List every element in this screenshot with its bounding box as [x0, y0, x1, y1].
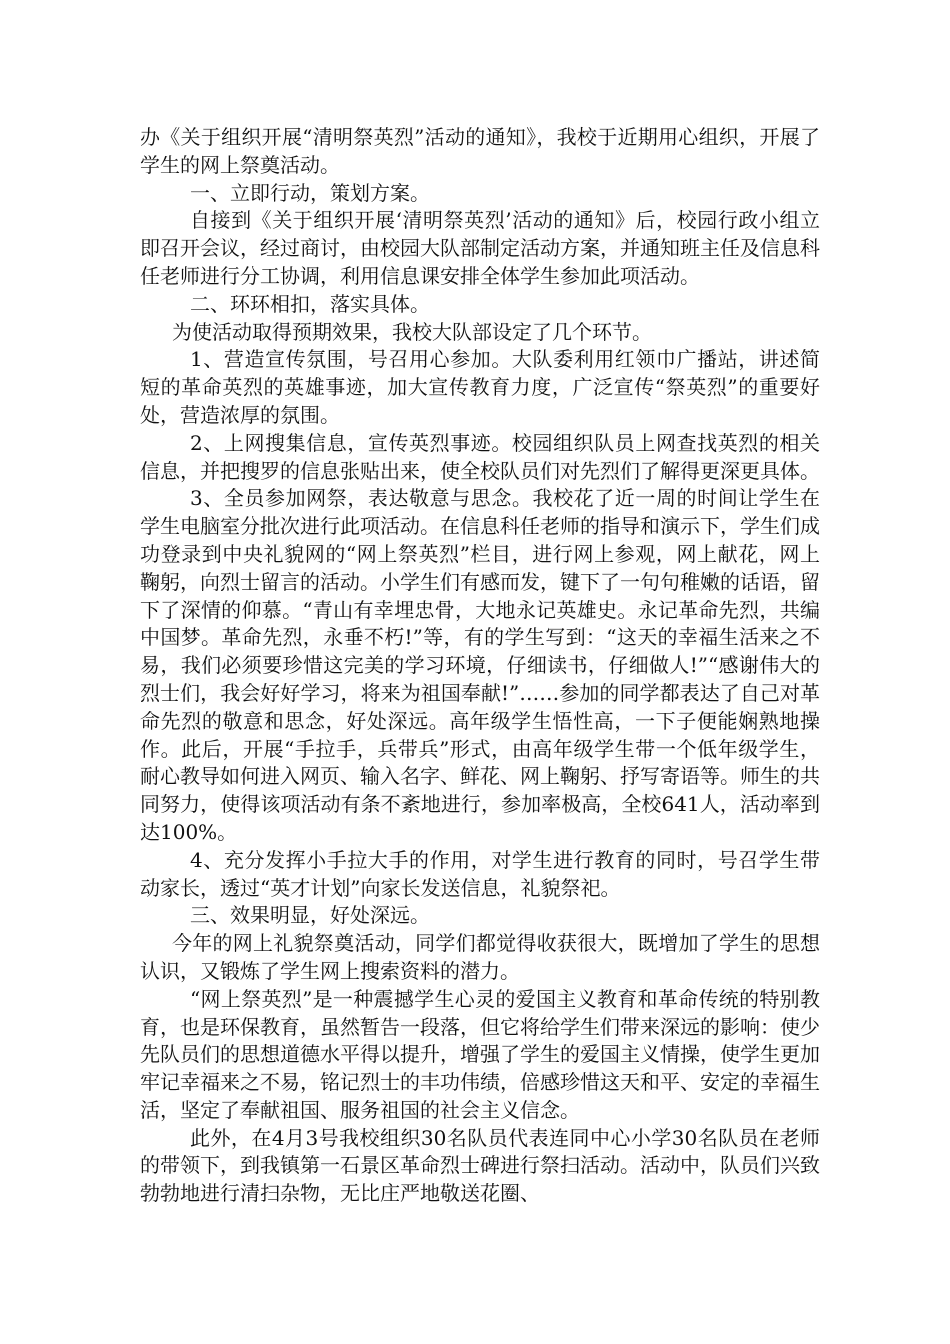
heading-section-3: 三、效果明显，好处深远。 — [190, 903, 430, 928]
paragraph-results: 今年的网上礼貌祭奠活动，同学们都觉得收获很大，既增加了学生的思想认识，又锻炼了学生网上搜索资料的潜力。 — [140, 931, 820, 983]
paragraph-planning: 自接到《关于组织开展‘清明祭英烈’活动的通知》后，校园行政小组立即召开会议，经过商讨，由校园大队部制定活动方案，并通知班主任及信息科任老师进行分工协调，利用信息课安排全体学生参加此项活动。 — [140, 208, 820, 288]
paragraph-step-3: 3、全员参加网祭，表达敬意与思念。我校花了近一周的时间让学生在学生电脑室分批次进行此项活动。在信息科任老师的指导和演示下，学生们成功登录到中央礼貌网的“网上祭英烈”栏目，进行网上参观，网上献花，网上鞠躬，向烈士留言的活动。小学生们有感而发，键下了一句句稚嫩的话语，留下了深情的仰慕。“青山有幸埋忠骨，大地永记英雄史。永记革命先烈，共编中国梦。革命先烈，永垂不朽!”等，有的学生写到：“这天的幸福生活来之不易，我们必须要珍惜这完美的学习环境，仔细读书，仔细做人!”“感谢伟大的烈士们，我会好好学习，将来为祖国奉献!”……参加的同学都表达了自己对革命先烈的敬意和思念，好处深远。高年级学生悟性高，一下子便能娴熟地操作。此后，开展“手拉手，兵带兵”形式，由高年级学生带一个低年级学生，耐心教导如何进入网页、输入名字、鲜花、网上鞠躬、抒写寄语等。师生的共同努力，使得该项活动有条不紊地进行，参加率极高，全校641人，活动率到达100%。 — [140, 486, 820, 844]
paragraph-step-2: 2、上网搜集信息，宣传英烈事迹。校园组织队员上网查找英烈的相关信息，并把搜罗的信息张贴出来，使全校队员们对先烈们了解得更深更具体。 — [140, 430, 820, 483]
paragraph-impact: “网上祭英烈”是一种震撼学生心灵的爱国主义教育和革命传统的特别教育，也是环保教育，虽然暂告一段落，但它将给学生们带来深远的影响：使少先队员们的思想道德水平得以提升，增强了学生的爱国主义情操，使学生更加牢记幸福来之不易，铭记烈士的丰功伟绩，倍感珍惜这天和平、安定的幸福生活，坚定了奉献祖国、服务祖国的社会主义信念。 — [140, 986, 820, 1122]
heading-section-2: 二、环环相扣，落实具体。 — [190, 291, 430, 316]
paragraph-additional-activity: 此外，在4月3号我校组织30名队员代表连同中心小学30名队员在老师的带领下，到我镇第一石景区革命烈士碑进行祭扫活动。活动中，队员们兴致勃勃地进行清扫杂物，无比庄严地敬送花圈、 — [140, 1125, 820, 1206]
paragraph-step-1: 1、营造宣传氛围，号召用心参加。大队委利用红领巾广播站，讲述简短的革命英烈的英雄事迹，加大宣传教育力度，广泛宣传“祭英烈”的重要好处，营造浓厚的氛围。 — [140, 347, 820, 427]
document-body — [140, 124, 820, 1208]
paragraph-intro: 办《关于组织开展“清明祭英烈”活动的通知》，我校于近期用心组织，开展了学生的网上祭奠活动。 — [140, 125, 820, 177]
paragraph-step-4: 4、充分发挥小手拉大手的作用，对学生进行教育的同时，号召学生带动家长，透过“英才计划”向家长发送信息，礼貌祭祀。 — [140, 847, 820, 900]
paragraph-steps-intro: 为使活动取得预期效果，我校大队部设定了几个环节。 — [172, 319, 652, 344]
heading-section-1: 一、立即行动，策划方案。 — [190, 180, 430, 205]
